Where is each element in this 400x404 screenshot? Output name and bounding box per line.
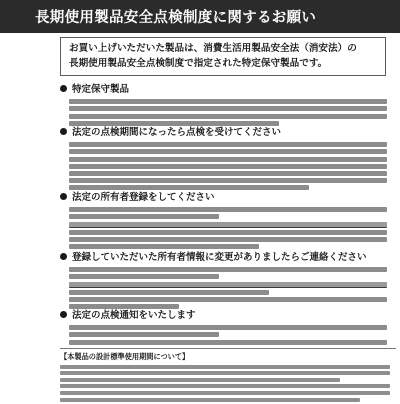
section-inspection-period: [60, 124, 392, 193]
section-body: [60, 321, 392, 345]
section-body: [60, 263, 392, 309]
section-heading: 法定の所有者登録をしてください: [72, 192, 215, 203]
section-body: [60, 203, 392, 249]
section-heading: 登録していただいた所有者情報に変更がありましたらご連絡ください: [72, 252, 367, 263]
section-owner-info-change: [60, 249, 392, 311]
bullet-icon: [60, 253, 67, 260]
bullet-icon: [60, 311, 67, 318]
section-body: [60, 95, 392, 126]
section-heading: 特定保守製品: [72, 84, 130, 95]
note-title: 【本製品の設計標準使用期間について】: [60, 352, 190, 361]
section-inspection-notice: [60, 307, 392, 347]
title-banner: [0, 0, 400, 33]
design-life-note: [60, 348, 396, 404]
intro-line-2: 長期使用製品安全点検制度で指定された特定保守製品です。: [69, 58, 328, 69]
intro-line-1: お買い上げいただいた製品は、消費生活用製品安全法（消安法）の: [69, 43, 357, 54]
section-specified-product: [60, 81, 392, 128]
section-body: [60, 138, 392, 190]
bullet-icon: [60, 128, 67, 135]
bullet-icon: [60, 193, 67, 200]
section-heading: 法定の点検期間になったら点検を受けてください: [72, 127, 282, 138]
section-heading: 法定の点検通知をいたします: [72, 310, 196, 321]
bullet-icon: [60, 85, 67, 92]
section-owner-registration: [60, 189, 392, 251]
page-title: 長期使用製品安全点検制度に関するお願い: [35, 10, 317, 26]
intro-box: [60, 37, 386, 76]
